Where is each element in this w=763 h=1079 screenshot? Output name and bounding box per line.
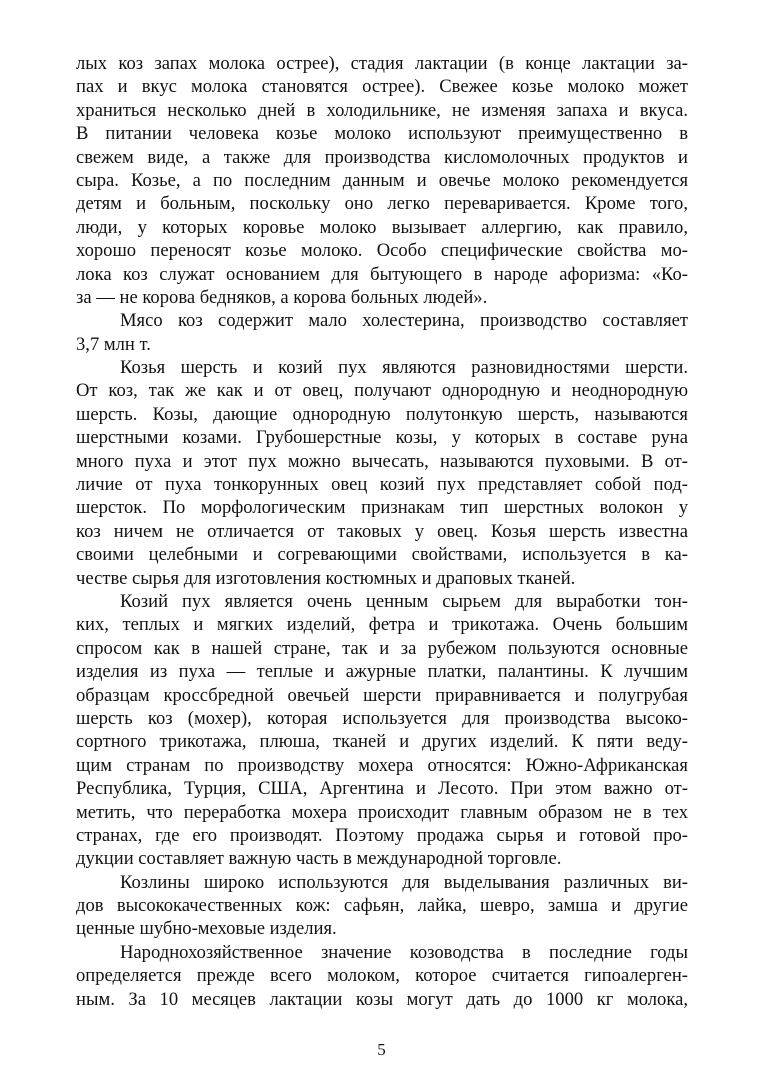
text-line: ценные шубно-меховые изделия. bbox=[76, 918, 337, 940]
text-line: странах, где его производят. Поэтому продажа сырья и готовой про- bbox=[76, 824, 688, 846]
text-line: Республика, Турция, США, Аргентина и Лесото. При этом важно от- bbox=[76, 778, 688, 800]
text-line: метить, что переработка мохера происходит главным образом не в тех bbox=[76, 801, 688, 823]
paragraph bbox=[76, 941, 688, 1011]
text-line: честве сырья для изготовления костюмных и драповых тканей. bbox=[76, 567, 576, 589]
text-line: свежем виде, а также для производства кисломолочных продуктов и bbox=[76, 146, 688, 168]
paragraph bbox=[76, 52, 688, 309]
text-line: образцам кроссбредной овечьей шерсти приравнивается и полугрубая bbox=[76, 684, 688, 706]
text-line: лых коз запах молока острее), стадия лактации (в конце лактации за- bbox=[76, 53, 688, 74]
text-line: шерсток. По морфологическим признакам тип шерстных волокон у bbox=[76, 497, 688, 519]
text-line: Козья шерсть и козий пух являются разновидностями шерсти. bbox=[120, 357, 688, 379]
text-line: Козлины широко используются для выделывания различных ви- bbox=[120, 871, 688, 893]
text-line: Козий пух является очень ценным сырьем для выработки тон- bbox=[120, 590, 688, 612]
text-line: своими целебными и согревающими свойствами, используется в ка- bbox=[76, 544, 688, 566]
text-line: храниться несколько дней в холодильнике, не изменяя запаха и вкуса. bbox=[76, 99, 688, 121]
text-line: хорошо переносят козье молоко. Особо специфические свойства мо- bbox=[76, 240, 688, 262]
text-line: дов высококачественных кож: сафьян, лайка, шевро, замша и другие bbox=[76, 895, 688, 917]
text-line: щим странам по производству мохера относятся: Южно-Африканская bbox=[76, 754, 688, 776]
text-line: ным. За 10 месяцев лактации козы могут дать до 1000 кг молока, bbox=[76, 988, 688, 1010]
paragraph bbox=[76, 590, 688, 871]
text-line: шерсть коз (мохер), которая используется для производства высоко- bbox=[76, 707, 688, 729]
page-number: 5 bbox=[377, 1040, 386, 1059]
text-line: за — не корова бедняков, а корова больных людей». bbox=[76, 286, 488, 308]
text-line: Мясо коз содержит мало холестерина, производство составляет bbox=[120, 310, 688, 332]
text-line: люди, у которых коровье молоко вызывает аллергию, как правило, bbox=[76, 216, 688, 238]
text-line: шерстными козами. Грубошерстные козы, у которых в составе руна bbox=[76, 427, 688, 449]
text-line: пах и вкус молока становятся острее). Свежее козье молоко может bbox=[76, 76, 688, 98]
text-line: 3,7 млн т. bbox=[76, 333, 151, 355]
document-page bbox=[76, 52, 688, 1011]
text-line: лока коз служат основанием для бытующего в народе афоризма: «Ко- bbox=[76, 263, 688, 285]
paragraph bbox=[76, 309, 688, 356]
paragraph bbox=[76, 356, 688, 590]
text-line: сортного трикотажа, плюша, тканей и других изделий. К пяти веду- bbox=[76, 731, 688, 753]
text-line: шерсть. Козы, дающие однородную полутонкую шерсть, называются bbox=[76, 403, 688, 425]
text-line: В питании человека козье молоко используют преимущественно в bbox=[76, 123, 688, 145]
paragraph bbox=[76, 871, 688, 941]
text-line: коз ничем не отличается от таковых у овец. Козья шерсть известна bbox=[76, 520, 688, 542]
body-text bbox=[76, 52, 688, 1011]
text-line: изделия из пуха — теплые и ажурные платки, палантины. К лучшим bbox=[76, 661, 688, 683]
text-line: много пуха и этот пух можно вычесать, называются пуховыми. В от- bbox=[76, 450, 688, 472]
text-line: дукции составляет важную часть в международной торговле. bbox=[76, 848, 562, 870]
text-line: детям и больным, поскольку оно легко переваривается. Кроме того, bbox=[76, 193, 688, 215]
text-line: ких, теплых и мягких изделий, фетра и трикотажа. Очень большим bbox=[76, 614, 688, 636]
text-line: определяется прежде всего молоком, которое считается гипоалерген- bbox=[76, 965, 688, 987]
text-line: личие от пуха тонкорунных овец козий пух представляет собой под- bbox=[76, 474, 688, 496]
text-line: спросом как в нашей стране, так и за рубежом пользуются основные bbox=[76, 637, 688, 659]
text-line: Народнохозяйственное значение козоводства в последние годы bbox=[120, 941, 688, 963]
text-line: От коз, так же как и от овец, получают однородную и неоднородную bbox=[76, 380, 688, 402]
text-line: сыра. Козье, а по последним данным и овечье молоко рекомендуется bbox=[76, 169, 688, 191]
